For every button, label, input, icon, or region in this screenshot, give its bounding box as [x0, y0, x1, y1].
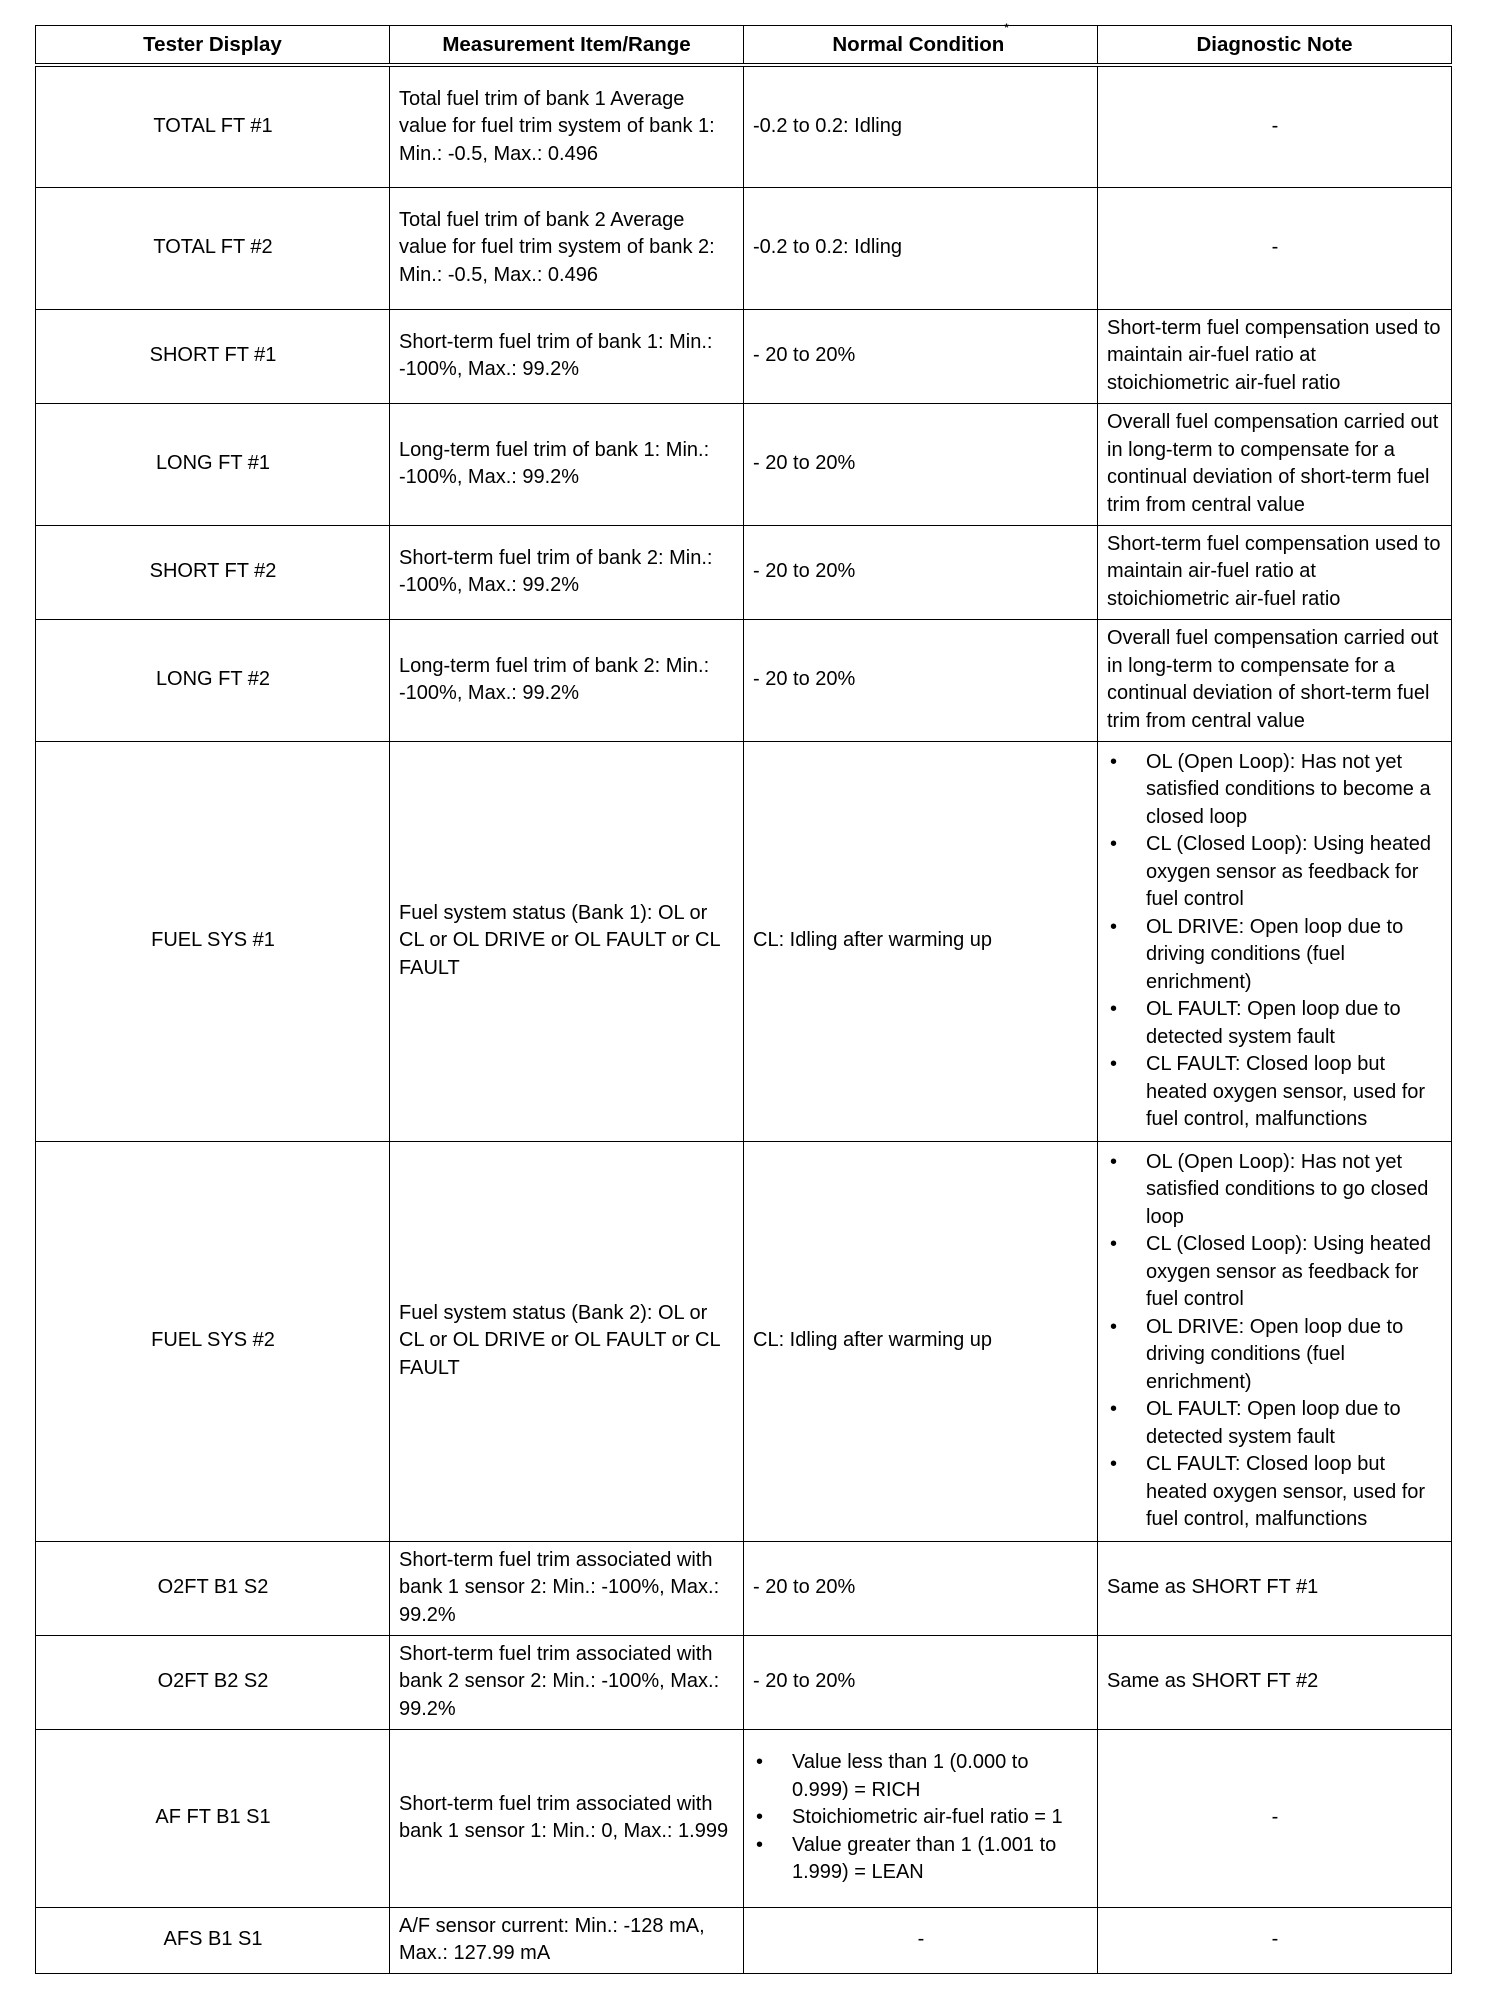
list-item: • CL (Closed Loop): Using heated oxygen sensor as feedback for fuel control — [1107, 1231, 1443, 1314]
tester-display-cell: TOTAL FT #1 — [36, 65, 390, 187]
header-normal-condition — [744, 21, 1098, 66]
table-row — [36, 65, 1452, 187]
tester-display-cell: O2FT B1 S2 — [36, 1541, 390, 1635]
normal-condition-cell: - — [744, 1907, 1098, 1973]
tester-display-cell: TOTAL FT #2 — [36, 187, 390, 309]
tester-display-cell: SHORT FT #1 — [36, 309, 390, 403]
table-row — [36, 1907, 1452, 1973]
table-row — [36, 1141, 1452, 1541]
measurement-cell: Total fuel trim of bank 2 Average value for fuel trim system of bank 2: Min.: -0.5, Max.: 0.496 — [390, 187, 744, 309]
normal-condition-cell: - 20 to 20% — [744, 403, 1098, 525]
header-diagnostic-note: Diagnostic Note — [1098, 26, 1452, 66]
measurement-cell: Short-term fuel trim associated with bank 1 sensor 2: Min.: -100%, Max.: 99.2% — [390, 1541, 744, 1635]
list-item: • CL (Closed Loop): Using heated oxygen sensor as feedback for fuel control — [1107, 831, 1443, 914]
header-row — [36, 26, 1452, 66]
normal-condition-cell — [744, 1729, 1098, 1907]
table-row — [36, 309, 1452, 403]
normal-condition-cell: - 20 to 20% — [744, 1541, 1098, 1635]
table-row — [36, 1729, 1452, 1907]
normal-condition-cell: -0.2 to 0.2: Idling — [744, 65, 1098, 187]
table-row — [36, 619, 1452, 741]
table-row — [36, 187, 1452, 309]
normal-condition-cell: - 20 to 20% — [744, 309, 1098, 403]
normal-condition-cell: - 20 to 20% — [744, 525, 1098, 619]
measurement-cell: Long-term fuel trim of bank 1: Min.: -100%, Max.: 99.2% — [390, 403, 744, 525]
table-row — [36, 403, 1452, 525]
document-page — [35, 21, 1451, 1974]
list-item: • OL (Open Loop): Has not yet satisfied conditions to become a closed loop — [1107, 749, 1443, 832]
measurement-cell: Short-term fuel trim of bank 2: Min.: -100%, Max.: 99.2% — [390, 525, 744, 619]
measurement-cell: A/F sensor current: Min.: -128 mA, Max.: 127.99 mA — [390, 1907, 744, 1973]
diagnostic-note-cell: Short-term fuel compensation used to maintain air-fuel ratio at stoichiometric air-fuel ratio — [1098, 309, 1452, 403]
diagnostic-note-cell: Short-term fuel compensation used to maintain air-fuel ratio at stoichiometric air-fuel ratio — [1098, 525, 1452, 619]
diagnostic-note-cell: Same as SHORT FT #2 — [1098, 1635, 1452, 1729]
tester-display-cell: LONG FT #2 — [36, 619, 390, 741]
table-row — [36, 525, 1452, 619]
footnote-marker: * — [1004, 21, 1009, 34]
normal-condition-cell: -0.2 to 0.2: Idling — [744, 187, 1098, 309]
measurement-cell: Short-term fuel trim of bank 1: Min.: -100%, Max.: 99.2% — [390, 309, 744, 403]
normal-condition-cell: CL: Idling after warming up — [744, 741, 1098, 1141]
list-item: • CL FAULT: Closed loop but heated oxygen sensor, used for fuel control, malfunctions — [1107, 1451, 1443, 1534]
list-item: • Stoichiometric air-fuel ratio = 1 — [753, 1804, 1089, 1832]
list-item: • OL FAULT: Open loop due to detected system fault — [1107, 1396, 1443, 1451]
tester-display-cell: FUEL SYS #1 — [36, 741, 390, 1141]
list-item: • CL FAULT: Closed loop but heated oxygen sensor, used for fuel control, malfunctions — [1107, 1051, 1443, 1134]
tester-display-cell: SHORT FT #2 — [36, 525, 390, 619]
normal-condition-cell: CL: Idling after warming up — [744, 1141, 1098, 1541]
list-item: • OL DRIVE: Open loop due to driving conditions (fuel enrichment) — [1107, 1314, 1443, 1397]
tester-display-cell: AF FT B1 S1 — [36, 1729, 390, 1907]
measurement-cell: Fuel system status (Bank 1): OL or CL or OL DRIVE or OL FAULT or CL FAULT — [390, 741, 744, 1141]
header-tester-display: Tester Display — [36, 26, 390, 66]
data-list-table — [35, 21, 1452, 1974]
measurement-cell: Total fuel trim of bank 1 Average value for fuel trim system of bank 1: Min.: -0.5, Max.: 0.496 — [390, 65, 744, 187]
normal-bullet-list — [753, 1749, 1089, 1887]
tester-display-cell: FUEL SYS #2 — [36, 1141, 390, 1541]
measurement-cell: Short-term fuel trim associated with bank 1 sensor 1: Min.: 0, Max.: 1.999 — [390, 1729, 744, 1907]
normal-condition-cell: - 20 to 20% — [744, 619, 1098, 741]
diagnostic-note-cell: Overall fuel compensation carried out in long-term to compensate for a continual deviation of short-term fuel trim from central value — [1098, 403, 1452, 525]
diagnostic-note-cell: Same as SHORT FT #1 — [1098, 1541, 1452, 1635]
list-item: • OL (Open Loop): Has not yet satisfied conditions to go closed loop — [1107, 1149, 1443, 1232]
header-normal-condition-label: Normal Condition — [832, 32, 1005, 56]
diagnostic-note-cell: - — [1098, 187, 1452, 309]
list-item: • Value less than 1 (0.000 to 0.999) = RICH — [753, 1749, 1089, 1804]
normal-condition-cell: - 20 to 20% — [744, 1635, 1098, 1729]
table-row — [36, 741, 1452, 1141]
tester-display-cell: AFS B1 S1 — [36, 1907, 390, 1973]
note-bullet-list — [1107, 749, 1443, 1134]
diagnostic-note-cell: - — [1098, 1729, 1452, 1907]
header-measurement-item: Measurement Item/Range — [390, 26, 744, 66]
diagnostic-note-cell: Overall fuel compensation carried out in long-term to compensate for a continual deviation of short-term fuel trim from central value — [1098, 619, 1452, 741]
measurement-cell: Short-term fuel trim associated with bank 2 sensor 2: Min.: -100%, Max.: 99.2% — [390, 1635, 744, 1729]
diagnostic-note-cell: - — [1098, 65, 1452, 187]
note-bullet-list — [1107, 1149, 1443, 1534]
diagnostic-note-cell: - — [1098, 1907, 1452, 1973]
table-row — [36, 1635, 1452, 1729]
diagnostic-note-cell — [1098, 1141, 1452, 1541]
diagnostic-note-cell — [1098, 741, 1452, 1141]
measurement-cell: Long-term fuel trim of bank 2: Min.: -100%, Max.: 99.2% — [390, 619, 744, 741]
list-item: • Value greater than 1 (1.001 to 1.999) = LEAN — [753, 1832, 1089, 1887]
list-item: • OL DRIVE: Open loop due to driving conditions (fuel enrichment) — [1107, 914, 1443, 997]
list-item: • OL FAULT: Open loop due to detected system fault — [1107, 996, 1443, 1051]
measurement-cell: Fuel system status (Bank 2): OL or CL or OL DRIVE or OL FAULT or CL FAULT — [390, 1141, 744, 1541]
table-row — [36, 1541, 1452, 1635]
tester-display-cell: LONG FT #1 — [36, 403, 390, 525]
tester-display-cell: O2FT B2 S2 — [36, 1635, 390, 1729]
